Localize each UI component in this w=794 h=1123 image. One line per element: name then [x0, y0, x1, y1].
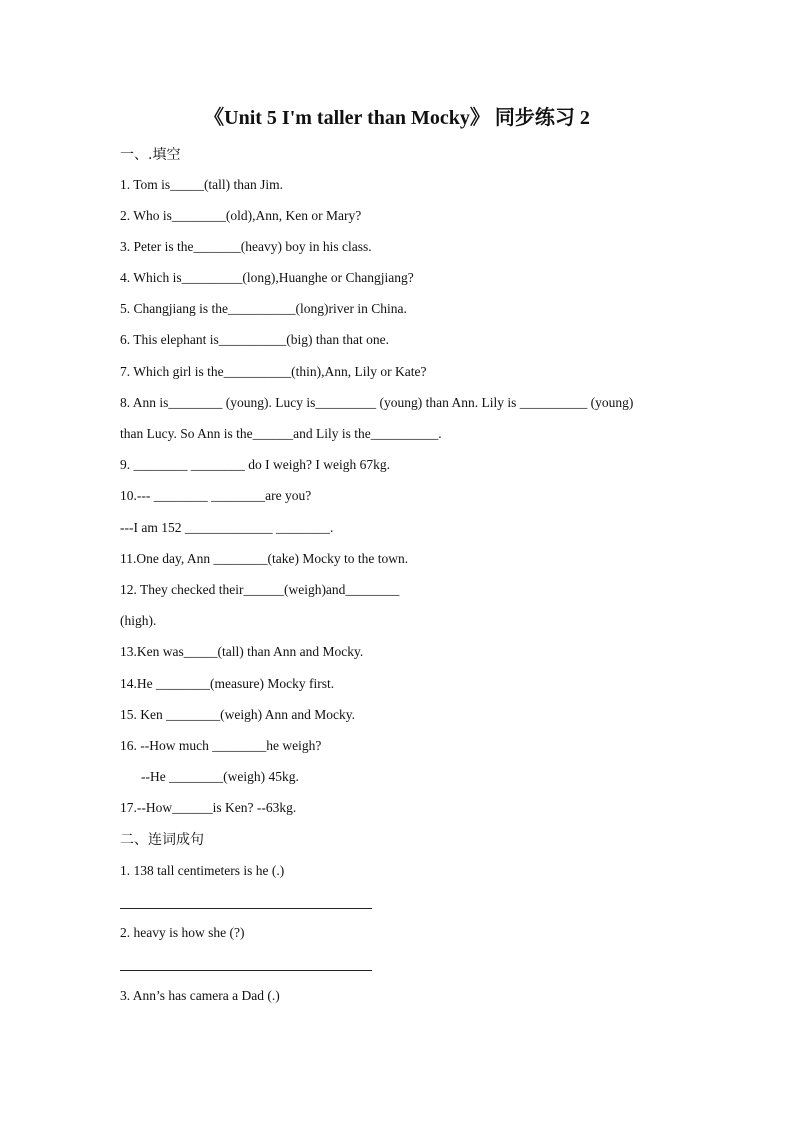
section-heading-fill-blank: 一、.填空	[120, 147, 181, 163]
exercise-item: 12. They checked their______(weigh)and________	[120, 582, 400, 597]
exercise-item-continuation: (high).	[120, 613, 157, 628]
exercise-item: 7. Which girl is the__________(thin),Ann, Lily or Kate?	[120, 364, 427, 379]
exercise-item-continuation: than Lucy. So Ann is the______and Lily is the__________.	[120, 426, 442, 441]
exercise-item: 13.Ken was_____(tall) than Ann and Mocky.	[120, 644, 364, 659]
exercise-item: 3. Ann’s has camera a Dad (.)	[120, 988, 280, 1003]
exercise-item: 1. Tom is_____(tall) than Jim.	[120, 177, 284, 192]
exercise-item: 14.He ________(measure) Mocky first.	[120, 676, 335, 691]
exercise-item: 9. ________ ________ do I weigh? I weigh 67kg.	[120, 457, 390, 472]
exercise-item: 2. Who is________(old),Ann, Ken or Mary?	[120, 208, 362, 223]
exercise-item: 16. --How much ________he weigh?	[120, 738, 322, 753]
exercise-item: 2. heavy is how she (?)	[120, 925, 245, 940]
exercise-item-continuation: --He ________(weigh) 45kg.	[141, 769, 299, 784]
section-heading-sentence-building: 二、连词成句	[120, 832, 204, 848]
answer-line	[120, 970, 372, 971]
exercise-item: 6. This elephant is__________(big) than that one.	[120, 332, 389, 347]
exercise-item-continuation: ---I am 152 _____________ ________.	[120, 520, 334, 535]
exercise-item: 1. 138 tall centimeters is he (.)	[120, 863, 285, 878]
exercise-item: 15. Ken ________(weigh) Ann and Mocky.	[120, 707, 355, 722]
answer-line	[120, 908, 372, 909]
exercise-item: 4. Which is_________(long),Huanghe or Changjiang?	[120, 270, 414, 285]
page-title: 《Unit 5 I'm taller than Mocky》 同步练习 2	[204, 107, 590, 129]
exercise-item: 11.One day, Ann ________(take) Mocky to the town.	[120, 551, 409, 566]
exercise-item: 17.--How______is Ken? --63kg.	[120, 800, 297, 815]
exercise-item: 3. Peter is the_______(heavy) boy in his class.	[120, 239, 372, 254]
exercise-item: 10.--- ________ ________are you?	[120, 488, 312, 503]
exercise-item: 5. Changjiang is the__________(long)river in China.	[120, 301, 407, 316]
exercise-item: 8. Ann is________ (young). Lucy is_________ (young) than Ann. Lily is __________ (young)	[120, 395, 634, 410]
